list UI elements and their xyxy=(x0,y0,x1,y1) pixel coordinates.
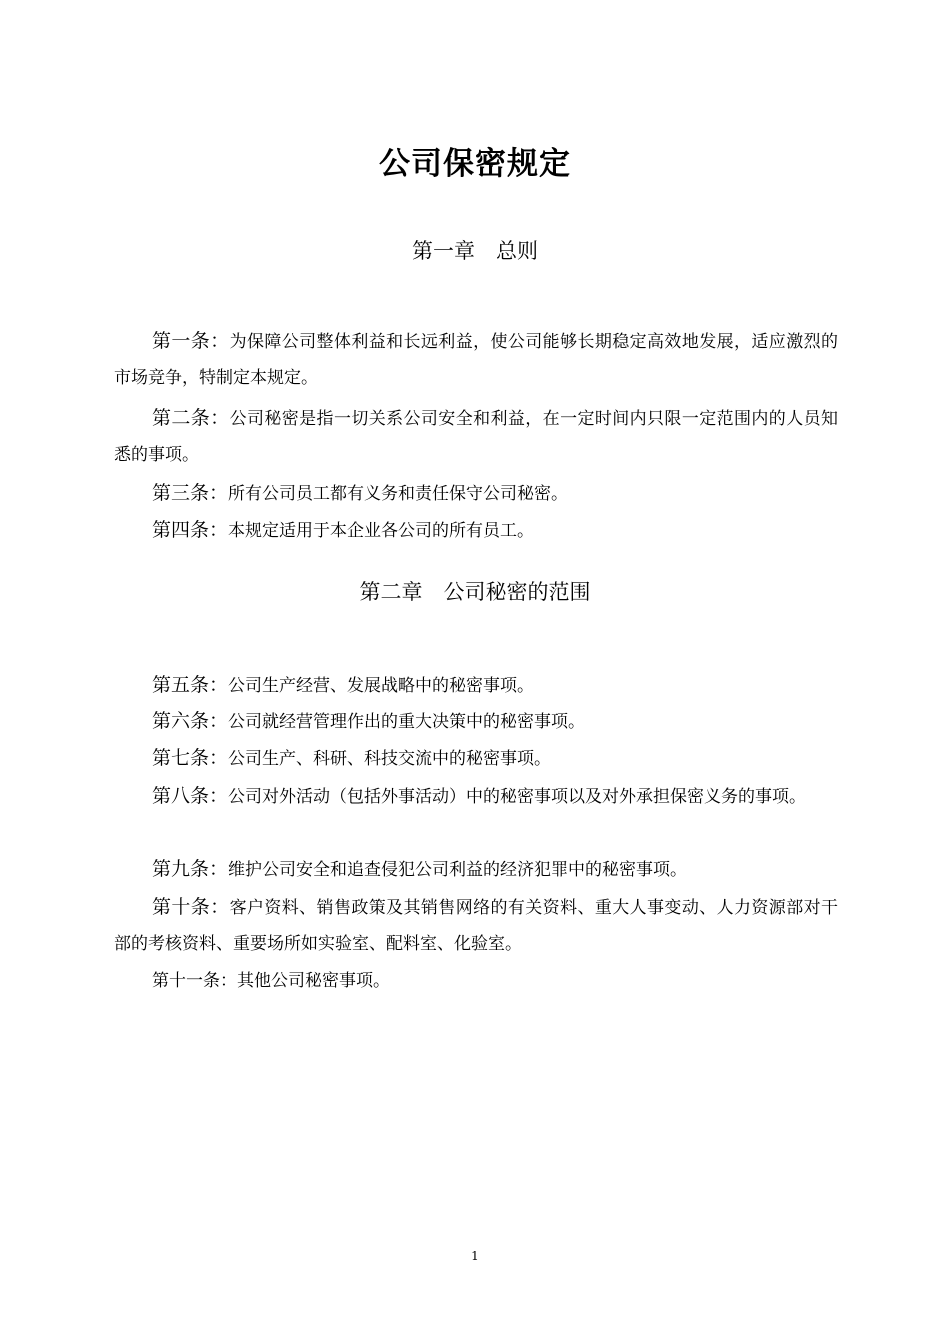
chapter-heading-2: 第二章 公司秘密的范围 xyxy=(359,580,591,604)
article-8 xyxy=(114,778,838,815)
article-label: 第九条： xyxy=(152,858,229,880)
article-label: 第十条： xyxy=(152,896,230,918)
article-6 xyxy=(114,703,838,740)
article-2 xyxy=(114,400,838,473)
article-label: 第二条： xyxy=(152,407,230,429)
article-text: 本规定适用于本企业各公司的所有员工。 xyxy=(228,521,535,541)
article-text: 维护公司安全和追查侵犯公司利益的经济犯罪中的秘密事项。 xyxy=(228,860,688,880)
article-7 xyxy=(114,740,838,777)
article-5 xyxy=(114,667,838,704)
article-3 xyxy=(114,475,838,512)
article-4 xyxy=(114,512,838,549)
article-9 xyxy=(114,851,838,888)
article-10 xyxy=(114,889,838,962)
article-label: 第八条： xyxy=(152,785,229,807)
article-text: 所有公司员工都有义务和责任保守公司秘密。 xyxy=(228,484,569,504)
article-label: 第三条： xyxy=(152,482,229,504)
article-text: 其他公司秘密事项。 xyxy=(237,971,390,991)
chapter-heading-1: 第一章 总则 xyxy=(412,239,538,263)
article-label: 第一条： xyxy=(152,330,230,352)
article-text: 公司对外活动（包括外事活动）中的秘密事项以及对外承担保密义务的事项。 xyxy=(228,787,807,807)
article-label: 第四条： xyxy=(152,519,229,541)
article-label: 第六条： xyxy=(152,710,229,732)
document-title: 公司保密规定 xyxy=(379,146,571,182)
article-1 xyxy=(114,323,838,396)
page-number: 1 xyxy=(471,1249,479,1263)
article-text: 公司生产、科研、科技交流中的秘密事项。 xyxy=(228,749,552,769)
article-11 xyxy=(114,963,838,999)
article-label: 第十一条： xyxy=(152,971,237,991)
article-label: 第五条： xyxy=(152,674,229,696)
article-text: 公司秘密是指一切关系公司安全和利益，在一定时间内只限一定范围内的人员知悉的事项。 xyxy=(114,409,838,465)
article-text: 公司生产经营、发展战略中的秘密事项。 xyxy=(228,676,535,696)
article-label: 第七条： xyxy=(152,747,229,769)
article-text: 为保障公司整体利益和长远利益，使公司能够长期稳定高效地发展，适应激烈的市场竞争，特制定本规定。 xyxy=(114,332,838,388)
article-text: 客户资料、销售政策及其销售网络的有关资料、重大人事变动、人力资源部对干部的考核资料、重要场所如实验室、配料室、化验室。 xyxy=(114,898,838,954)
article-text: 公司就经营管理作出的重大决策中的秘密事项。 xyxy=(228,712,586,732)
